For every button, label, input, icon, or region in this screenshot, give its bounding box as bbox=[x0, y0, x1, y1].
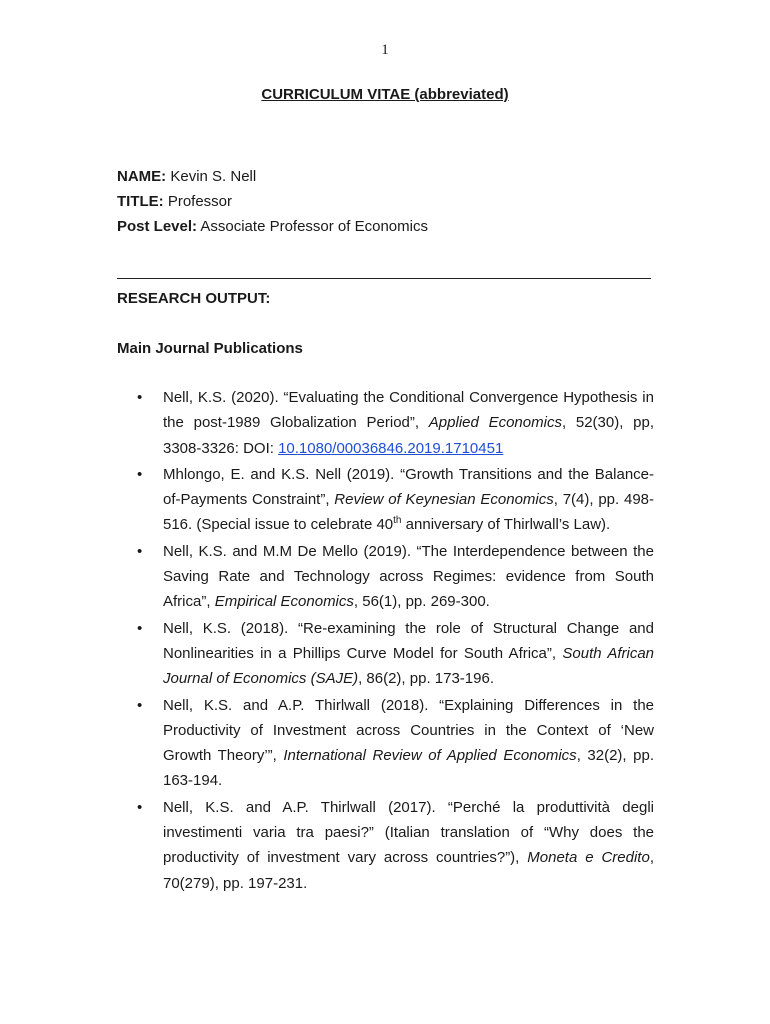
publication-item bbox=[137, 616, 654, 692]
publication-details: , 56(1), pp. 269-300. bbox=[353, 593, 490, 611]
publication-item bbox=[137, 795, 654, 896]
title-value: Professor bbox=[167, 193, 233, 210]
publication-details: , 52(30), pp, 3308-3326: DOI: bbox=[163, 414, 654, 457]
publication-text: Nell, K.S. and A.P. Thirlwall (2018). “Explaining Differences in the Productivity of Investment across Countries in the Context of ‘New Growth Theory’”, bbox=[163, 696, 654, 765]
publication-journal: Applied Economics bbox=[428, 414, 562, 432]
publication-item bbox=[137, 385, 654, 461]
publication-details: , 7(4), pp. 498-516. (Special issue to celebrate 40 bbox=[163, 491, 655, 534]
bullet-icon: • bbox=[137, 389, 143, 406]
publication-details: , 32(2), pp. 163-194. bbox=[163, 747, 654, 790]
publication-item bbox=[137, 539, 654, 615]
publication-journal: Empirical Economics bbox=[214, 593, 354, 611]
post-level-value: Associate Professor of Economics bbox=[200, 218, 428, 235]
research-output-heading: RESEARCH OUTPUT: bbox=[117, 290, 271, 307]
name-line bbox=[117, 168, 256, 185]
publication-journal: Review of Keynesian Economics bbox=[334, 491, 554, 509]
publication-journal: International Review of Applied Economics bbox=[283, 747, 577, 765]
publications-heading: Main Journal Publications bbox=[117, 340, 303, 357]
publication-item bbox=[137, 693, 654, 794]
name-value: Kevin S. Nell bbox=[170, 168, 257, 185]
publication-text: Nell, K.S. (2018). “Re-examining the role of Structural Change and Nonlinearities in a Phillips Curve Model for South Africa”, bbox=[163, 619, 654, 662]
doi-link[interactable]: 10.1080/00036846.2019.1710451 bbox=[278, 439, 504, 457]
bullet-icon: • bbox=[137, 798, 143, 816]
publication-text: Mhlongo, E. and K.S. Nell (2019). “Growth Transitions and the Balance-of-Payments Constraint”, bbox=[163, 465, 654, 509]
title-label: TITLE: bbox=[117, 193, 164, 210]
bullet-icon: • bbox=[137, 542, 143, 560]
publication-text: Nell, K.S. and M.M De Mello (2019). “The Interdependence between the Saving Rate and Technology across Regimes: evidence from South Africa”, bbox=[163, 542, 654, 611]
page-number: 1 bbox=[381, 42, 389, 58]
document-title: CURRICULUM VITAE (abbreviated) bbox=[261, 86, 509, 103]
post-level-line bbox=[117, 218, 428, 235]
publication-text: Nell, K.S. and A.P. Thirlwall (2017). “Perché la produttività degli investimenti varia tra paesi?” (Italian translation of “Why does the productivity of investment vary across countries?”), bbox=[163, 798, 654, 867]
publication-details-continued: anniversary of Thirlwall’s Law). bbox=[401, 516, 611, 534]
bullet-icon: • bbox=[137, 619, 143, 637]
publication-details: , 70(279), pp. 197-231. bbox=[163, 849, 654, 892]
name-label: NAME: bbox=[117, 168, 167, 185]
publication-details: , 86(2), pp. 173-196. bbox=[358, 670, 495, 688]
post-level-label: Post Level: bbox=[117, 218, 198, 235]
ordinal-suffix: th bbox=[393, 515, 402, 527]
bullet-icon: • bbox=[137, 465, 143, 483]
publication-text: Nell, K.S. (2020). “Evaluating the Conditional Convergence Hypothesis in the post-1989 Globalization Period”, bbox=[163, 389, 654, 432]
title-line bbox=[117, 193, 232, 210]
section-divider bbox=[117, 278, 651, 279]
publication-item bbox=[137, 462, 654, 538]
bullet-icon: • bbox=[137, 696, 143, 714]
publication-journal: Moneta e Credito bbox=[527, 849, 650, 867]
publication-journal: South African Journal of Economics (SAJE) bbox=[163, 644, 655, 688]
publication-list bbox=[137, 385, 654, 897]
